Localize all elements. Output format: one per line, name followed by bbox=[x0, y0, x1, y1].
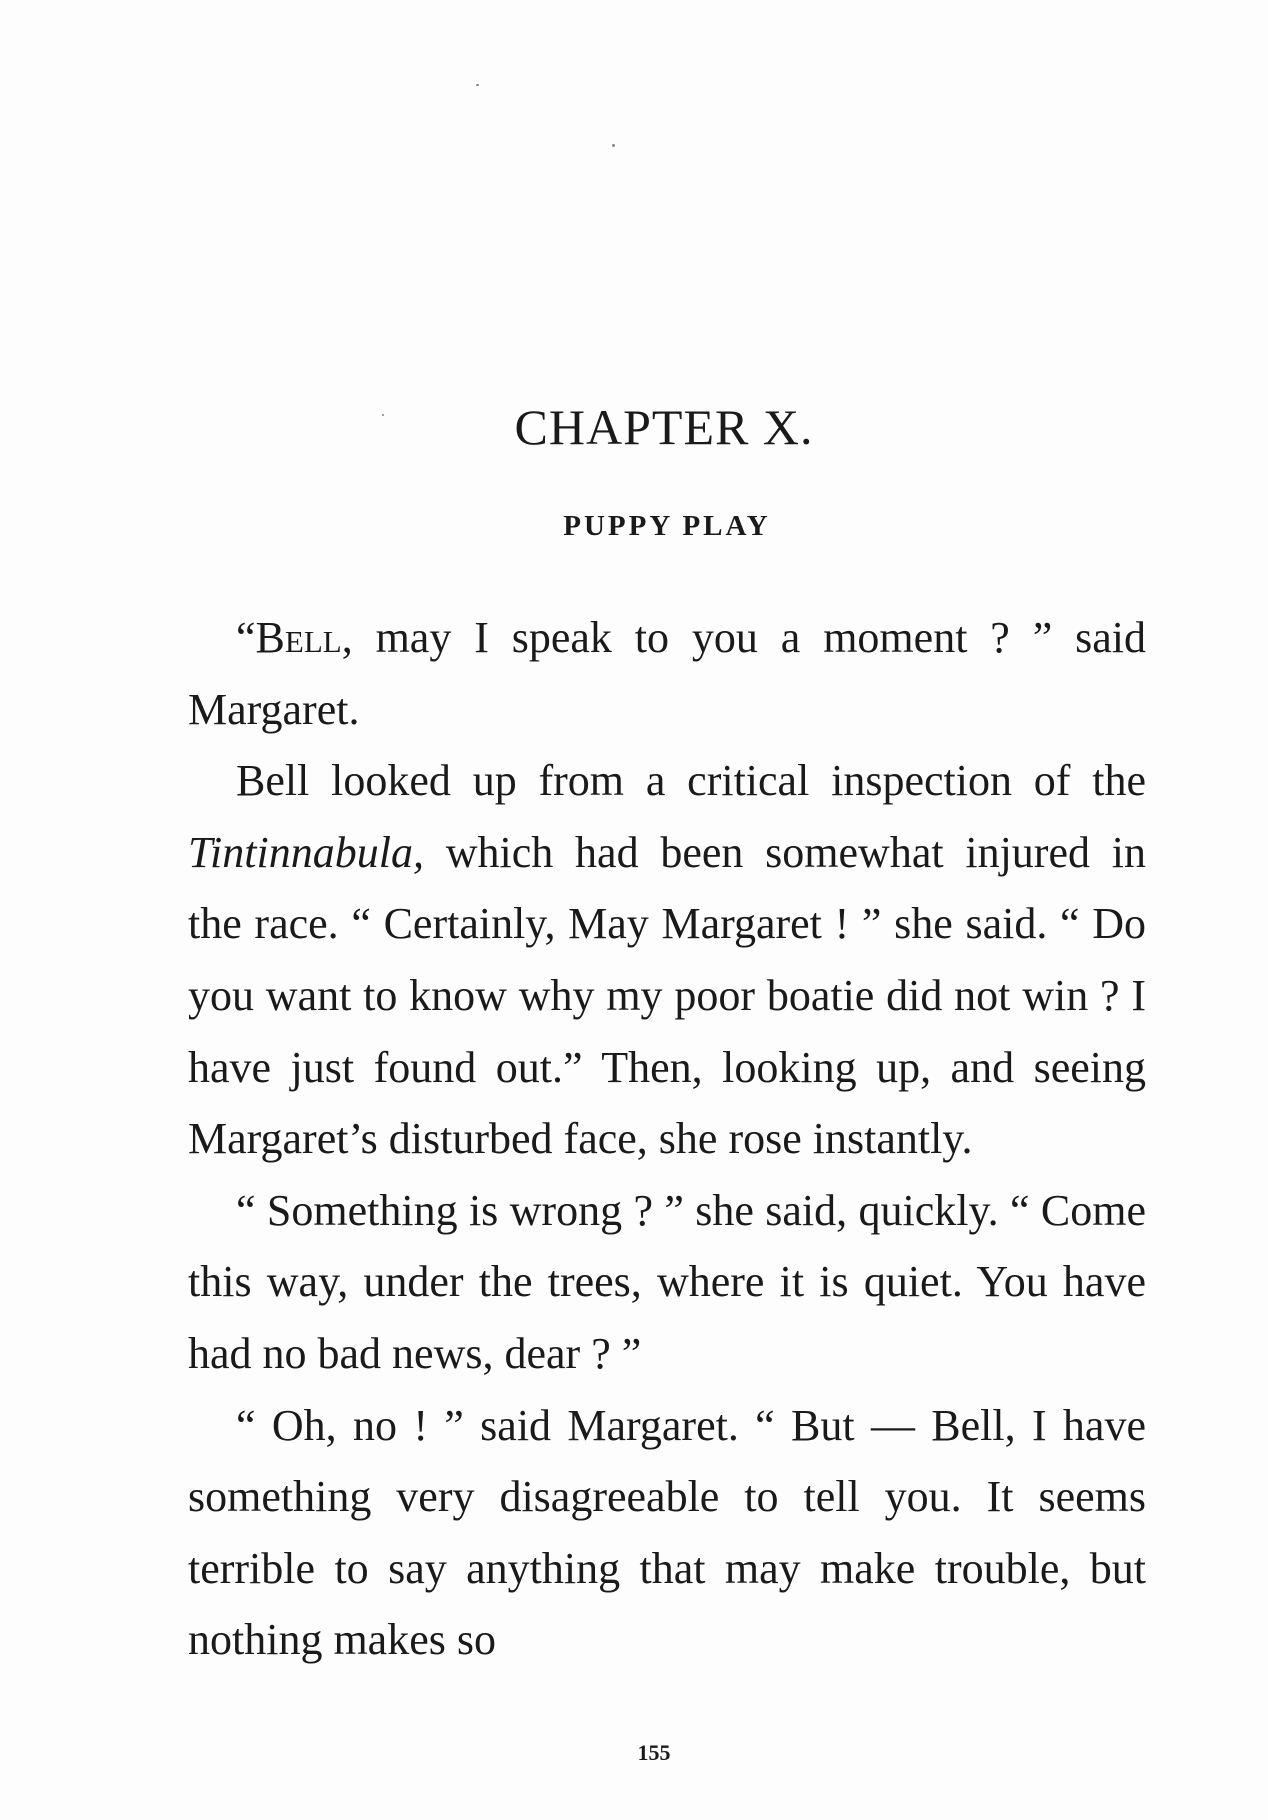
boat-name: Tintinnabula, bbox=[188, 827, 424, 877]
scan-speck bbox=[612, 144, 615, 147]
scan-speck bbox=[476, 84, 479, 86]
paragraph-2-end: which had been somewhat injured in the race. “ Certainly, May Margaret ! ” she said. “ Do you want to know why my poor boatie did not win ? I have just found out.” Then, looking up, and seeing Margaret’s disturbed face, she rose instantly. bbox=[188, 827, 1146, 1164]
chapter-title: CHAPTER X. bbox=[514, 399, 814, 455]
paragraph-1 bbox=[188, 602, 1146, 745]
chapter-subtitle: PUPPY PLAY bbox=[563, 510, 771, 542]
paragraph-2-start: Bell looked up from a critical inspection of the bbox=[236, 756, 1146, 806]
page-number: 155 bbox=[637, 1740, 671, 1765]
body-text bbox=[188, 602, 1146, 1676]
small-caps-word: Bell bbox=[255, 613, 342, 662]
paragraph-3: “ Something is wrong ? ” she said, quickly. “ Come this way, under the trees, where it is quiet. You have had no bad news, dear ? ” bbox=[188, 1185, 1146, 1378]
paragraph-2 bbox=[188, 745, 1146, 1175]
paragraph-1-rest: , may I speak to you a moment ? ” said Margaret. bbox=[188, 613, 1146, 734]
paragraph-4: “ Oh, no ! ” said Margaret. “ But — Bell, I have something very disagreeable to tell you. It seems terrible to say anything that may make trouble, but nothing makes so bbox=[188, 1400, 1146, 1665]
open-quote: “ bbox=[236, 613, 256, 662]
